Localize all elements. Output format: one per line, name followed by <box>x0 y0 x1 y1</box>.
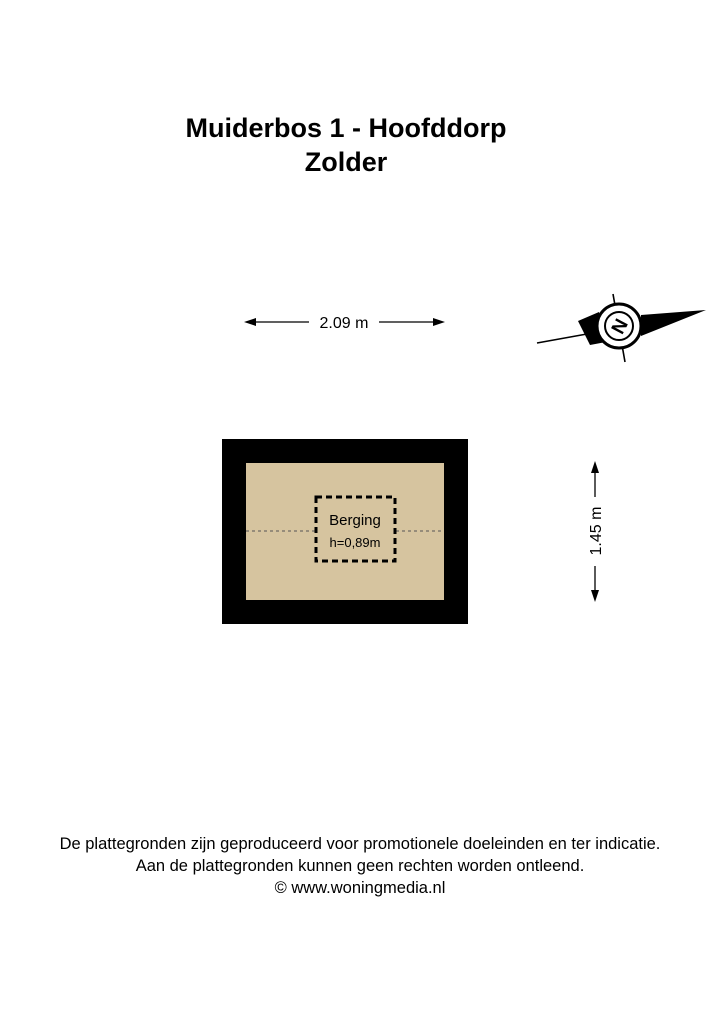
compass-icon <box>537 294 706 362</box>
room-name: Berging <box>329 512 381 529</box>
compass-north-letter: N <box>607 315 633 338</box>
depth-dimension <box>588 461 605 602</box>
plan-title-address: Muiderbos 1 - Hoofddorp <box>185 113 507 143</box>
disclaimer-line-2: Aan de plattegronden kunnen geen rechten worden ontleend. <box>135 857 585 875</box>
copyright-line: © www.woningmedia.nl <box>274 879 446 897</box>
room-label-box <box>316 497 395 561</box>
disclaimer-line-1: De plattegronden zijn geproduceerd voor promotionele doeleinden en ter indicatie. <box>59 835 661 853</box>
depth-dimension-label: 1.45 m <box>588 506 605 556</box>
width-dimension <box>244 315 445 332</box>
plan-title-floor: Zolder <box>304 147 388 177</box>
room-height: h=0,89m <box>329 535 381 550</box>
width-dimension-label: 2.09 m <box>319 315 369 332</box>
